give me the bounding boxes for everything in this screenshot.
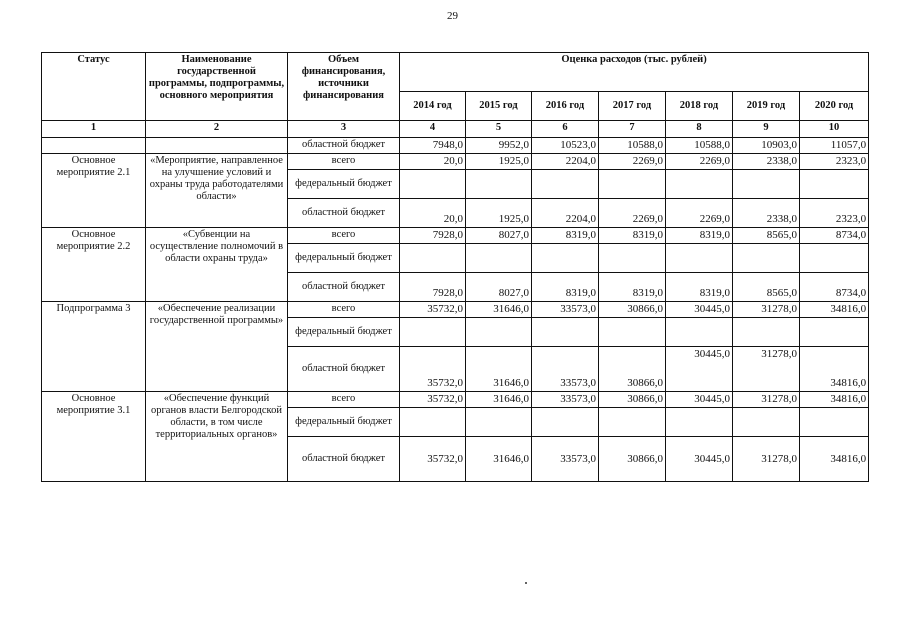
value-cell: 31646,0 <box>466 302 532 318</box>
value-cell: 30445,0 <box>666 347 733 392</box>
value-cell: 2269,0 <box>666 199 733 228</box>
value-cell: 31278,0 <box>733 302 800 318</box>
value-cell: 8319,0 <box>666 273 733 302</box>
table-row <box>42 302 869 318</box>
value-cell <box>733 170 800 199</box>
header-year: 2020 год <box>800 92 869 121</box>
value-cell: 8319,0 <box>599 273 666 302</box>
value-cell: 33573,0 <box>532 347 599 392</box>
value-cell <box>532 408 599 437</box>
value-cell: 2269,0 <box>599 154 666 170</box>
header-estimate: Оценка расходов (тыс. рублей) <box>400 53 869 92</box>
header-status: Статус <box>42 53 146 121</box>
column-number: 7 <box>599 121 666 138</box>
value-cell: 8319,0 <box>532 228 599 244</box>
value-cell <box>466 170 532 199</box>
value-cell: 2338,0 <box>733 154 800 170</box>
header-funding: Объем финансирования, источники финансирования <box>288 53 400 121</box>
funding-source: всего <box>288 154 400 170</box>
value-cell: 7928,0 <box>400 273 466 302</box>
value-cell: 34816,0 <box>800 302 869 318</box>
header-year: 2018 год <box>666 92 733 121</box>
value-cell <box>733 244 800 273</box>
value-cell <box>733 408 800 437</box>
value-cell: 8027,0 <box>466 228 532 244</box>
value-cell: 8565,0 <box>733 273 800 302</box>
value-cell: 10903,0 <box>733 138 800 154</box>
status-cell <box>42 138 146 154</box>
table-row <box>42 228 869 244</box>
header-program: Наименование государственной программы, подпрограммы, основного мероприятия <box>146 53 288 121</box>
value-cell <box>599 318 666 347</box>
value-cell <box>800 170 869 199</box>
value-cell: 31278,0 <box>733 392 800 408</box>
value-cell: 35732,0 <box>400 437 466 482</box>
value-cell <box>800 244 869 273</box>
value-cell: 8734,0 <box>800 273 869 302</box>
funding-source: федеральный бюджет <box>288 318 400 347</box>
status-cell: Основное мероприятие 3.1 <box>42 392 146 482</box>
value-cell: 34816,0 <box>800 347 869 392</box>
header-year: 2019 год <box>733 92 800 121</box>
value-cell: 31278,0 <box>733 347 800 392</box>
funding-source: федеральный бюджет <box>288 170 400 199</box>
table-row <box>42 138 869 154</box>
header-year: 2015 год <box>466 92 532 121</box>
value-cell <box>666 408 733 437</box>
program-name-cell: «Обеспечение реализации государственной программы» <box>146 302 288 392</box>
value-cell: 10523,0 <box>532 138 599 154</box>
funding-source: областной бюджет <box>288 347 400 392</box>
value-cell: 33573,0 <box>532 392 599 408</box>
funding-source: областной бюджет <box>288 273 400 302</box>
value-cell <box>466 318 532 347</box>
program-name-cell: «Субвенции на осуществление полномочий в области охраны труда» <box>146 228 288 302</box>
value-cell <box>532 244 599 273</box>
value-cell: 7928,0 <box>400 228 466 244</box>
header-year: 2017 год <box>599 92 666 121</box>
value-cell: 30866,0 <box>599 347 666 392</box>
table-row <box>42 154 869 170</box>
value-cell: 7948,0 <box>400 138 466 154</box>
value-cell <box>400 170 466 199</box>
scan-speck <box>525 582 527 584</box>
value-cell: 33573,0 <box>532 437 599 482</box>
value-cell: 1925,0 <box>466 199 532 228</box>
value-cell <box>599 244 666 273</box>
program-name-cell: «Обеспечение функций органов власти Белгородской области, в том числе территориальных органов» <box>146 392 288 482</box>
header-year: 2016 год <box>532 92 599 121</box>
value-cell <box>466 408 532 437</box>
value-cell: 10588,0 <box>599 138 666 154</box>
value-cell: 35732,0 <box>400 392 466 408</box>
funding-source: всего <box>288 228 400 244</box>
page-number: 29 <box>447 10 458 22</box>
value-cell: 30445,0 <box>666 392 733 408</box>
value-cell: 8319,0 <box>532 273 599 302</box>
value-cell <box>666 170 733 199</box>
value-cell: 20,0 <box>400 154 466 170</box>
value-cell: 2204,0 <box>532 154 599 170</box>
funding-source: областной бюджет <box>288 437 400 482</box>
table-row <box>42 392 869 408</box>
funding-source: федеральный бюджет <box>288 408 400 437</box>
value-cell <box>800 318 869 347</box>
status-cell: Подпрограмма 3 <box>42 302 146 392</box>
value-cell: 30866,0 <box>599 302 666 318</box>
funding-source: федеральный бюджет <box>288 244 400 273</box>
value-cell: 2323,0 <box>800 199 869 228</box>
value-cell <box>599 170 666 199</box>
value-cell <box>666 244 733 273</box>
column-number: 9 <box>733 121 800 138</box>
value-cell: 8734,0 <box>800 228 869 244</box>
value-cell: 35732,0 <box>400 347 466 392</box>
value-cell: 8027,0 <box>466 273 532 302</box>
column-number: 5 <box>466 121 532 138</box>
value-cell: 9952,0 <box>466 138 532 154</box>
status-cell: Основное мероприятие 2.2 <box>42 228 146 302</box>
value-cell <box>400 244 466 273</box>
value-cell: 1925,0 <box>466 154 532 170</box>
value-cell <box>466 244 532 273</box>
value-cell: 34816,0 <box>800 437 869 482</box>
value-cell: 31646,0 <box>466 392 532 408</box>
value-cell <box>599 408 666 437</box>
value-cell: 31646,0 <box>466 347 532 392</box>
column-number: 4 <box>400 121 466 138</box>
value-cell: 30866,0 <box>599 437 666 482</box>
header-year: 2014 год <box>400 92 466 121</box>
value-cell: 2269,0 <box>599 199 666 228</box>
value-cell: 8565,0 <box>733 228 800 244</box>
value-cell: 34816,0 <box>800 392 869 408</box>
funding-source: областной бюджет <box>288 138 400 154</box>
value-cell: 33573,0 <box>532 302 599 318</box>
funding-source: всего <box>288 302 400 318</box>
column-number: 6 <box>532 121 599 138</box>
value-cell: 10588,0 <box>666 138 733 154</box>
value-cell <box>532 318 599 347</box>
value-cell: 11057,0 <box>800 138 869 154</box>
column-number: 3 <box>288 121 400 138</box>
value-cell: 2323,0 <box>800 154 869 170</box>
value-cell <box>733 318 800 347</box>
budget-table <box>41 52 869 482</box>
funding-source: областной бюджет <box>288 199 400 228</box>
value-cell: 20,0 <box>400 199 466 228</box>
value-cell: 30866,0 <box>599 392 666 408</box>
value-cell <box>400 318 466 347</box>
value-cell <box>400 408 466 437</box>
value-cell: 2338,0 <box>733 199 800 228</box>
value-cell: 31646,0 <box>466 437 532 482</box>
status-cell: Основное мероприятие 2.1 <box>42 154 146 228</box>
value-cell <box>800 408 869 437</box>
program-cell <box>146 138 288 154</box>
value-cell: 8319,0 <box>666 228 733 244</box>
program-name-cell: «Мероприятие, направленное на улучшение условий и охраны труда работодателями области» <box>146 154 288 228</box>
value-cell: 30445,0 <box>666 302 733 318</box>
value-cell: 35732,0 <box>400 302 466 318</box>
column-number: 8 <box>666 121 733 138</box>
value-cell: 2269,0 <box>666 154 733 170</box>
value-cell <box>666 318 733 347</box>
value-cell <box>532 170 599 199</box>
value-cell: 31278,0 <box>733 437 800 482</box>
funding-source: всего <box>288 392 400 408</box>
value-cell: 8319,0 <box>599 228 666 244</box>
column-number: 10 <box>800 121 869 138</box>
column-number: 2 <box>146 121 288 138</box>
value-cell: 2204,0 <box>532 199 599 228</box>
column-number: 1 <box>42 121 146 138</box>
value-cell: 30445,0 <box>666 437 733 482</box>
